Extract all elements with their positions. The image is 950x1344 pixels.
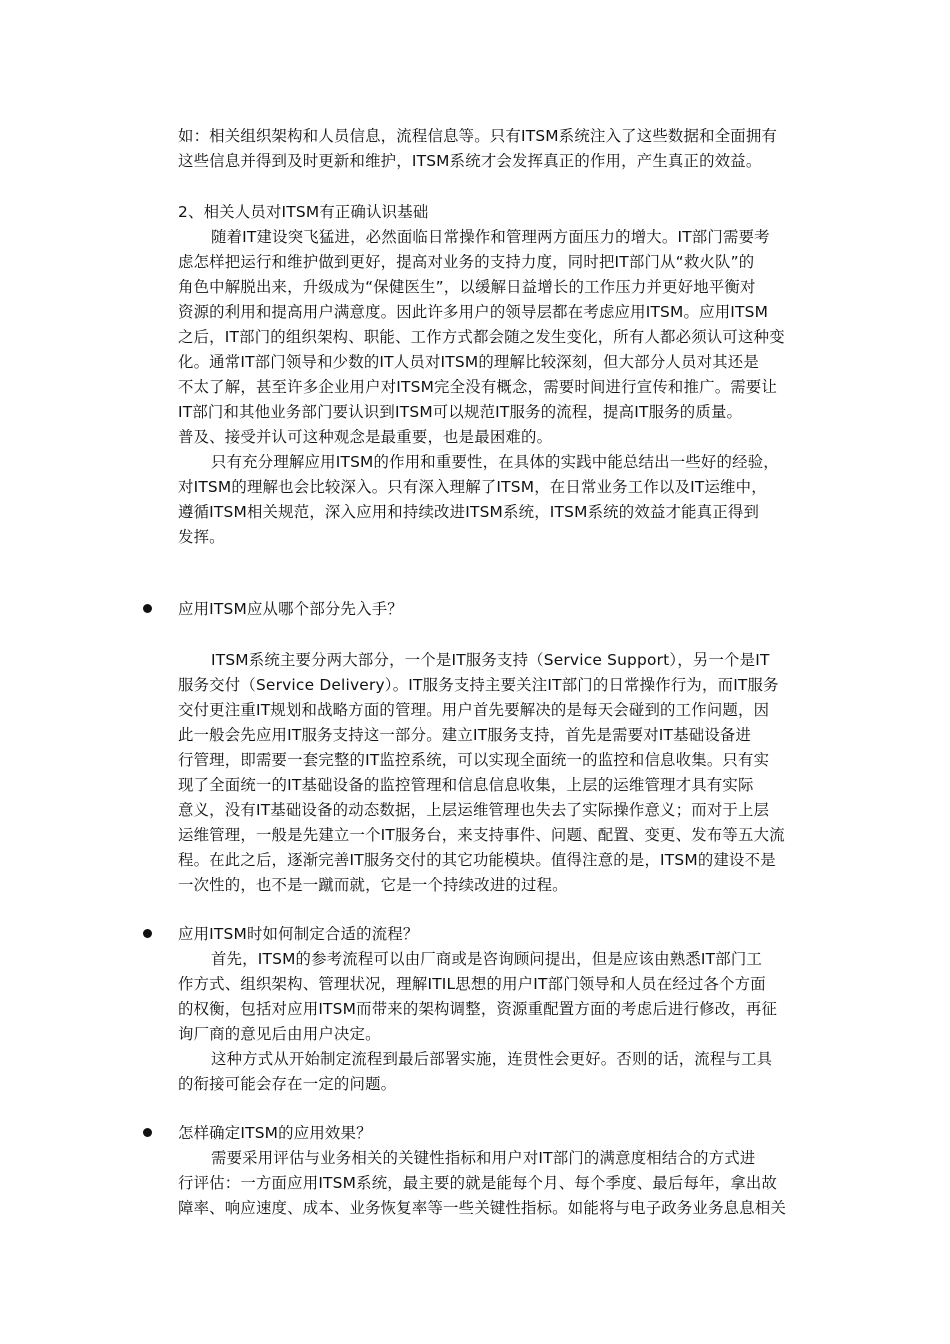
paragraph-line: ITSM系统主要分两大部分，一个是IT服务支持（Service Support），另一个是IT (211, 651, 770, 669)
paragraph-line: 如：相关组织架构和人员信息，流程信息等。只有ITSM系统注入了这些数据和全面拥有 (178, 127, 778, 145)
paragraph-line: 化。通常IT部门领导和少数的IT人员对ITSM的理解比较深刻，但大部分人员对其还是 (178, 353, 759, 371)
paragraph-line: 角色中解脱出来，升级成为“保健医生”，以缓解日益增长的工作压力并更好地平衡对 (178, 278, 756, 296)
paragraph-line: 此一般会先应用IT服务支持这一部分。建立IT服务支持，首先是需要对IT基础设备进 (178, 726, 752, 744)
bullet-heading: 应用ITSM应从哪个部分先入手？ (178, 600, 403, 618)
bullet-icon (143, 604, 152, 613)
paragraph-line: 障率、响应速度、成本、业务恢复率等一些关键性指标。如能将与电子政务业务息息相关 (178, 1199, 787, 1217)
paragraph-line: 随着IT建设突飞猛进，必然面临日常操作和管理两方面压力的增大。IT部门需要考 (211, 228, 770, 246)
paragraph-line: 不太了解，甚至许多企业用户对ITSM完全没有概念，需要时间进行宣传和推广。需要让 (178, 378, 778, 396)
paragraph-line: 现了全面统一的IT基础设备的监控管理和信息信息收集，上层的运维管理才具有实际 (178, 776, 754, 794)
paragraph-line: 询厂商的意见后由用户决定。 (178, 1025, 381, 1043)
paragraph-line: 对ITSM的理解也会比较深入。只有深入理解了ITSM，在日常业务工作以及IT运维中， (178, 478, 767, 496)
paragraph-line: 发挥。 (178, 528, 225, 546)
paragraph-line: 遵循ITSM相关规范，深入应用和持续改进ITSM系统，ITSM系统的效益才能真正得到 (178, 503, 760, 521)
paragraph-line: 只有充分理解应用ITSM的作用和重要性，在具体的实践中能总结出一些好的经验， (211, 453, 779, 471)
paragraph-line: 行管理，即需要一套完整的IT监控系统，可以实现全面统一的监控和信息收集。只有实 (178, 751, 770, 769)
paragraph-line: 程。在此之后，逐渐完善IT服务交付的其它功能模块。值得注意的是，ITSM的建设不是 (178, 851, 776, 869)
paragraph-line: 虑怎样把运行和维护做到更好，提高对业务的支持力度，同时把IT部门从“救火队”的 (178, 253, 755, 271)
paragraph-line: 一次性的，也不是一蹴而就，它是一个持续改进的过程。 (178, 876, 568, 894)
paragraph-line: 的衔接可能会存在一定的问题。 (178, 1075, 397, 1093)
paragraph-line: 服务交付（Service Delivery）。IT服务支持主要关注IT部门的日常操作行为，而IT服务 (178, 676, 779, 694)
paragraph-line: 首先，ITSM的参考流程可以由厂商或是咨询顾问提出，但是应该由熟悉IT部门工 (211, 950, 763, 968)
bullet-icon (143, 1128, 152, 1137)
paragraph-line: 这些信息并得到及时更新和维护，ITSM系统才会发挥真正的作用，产生真正的效益。 (178, 152, 762, 170)
paragraph-line: 交付更注重IT规划和战略方面的管理。用户首先要解决的是每天会碰到的工作问题，因 (178, 701, 770, 719)
paragraph-line: 行评估：一方面应用ITSM系统，最主要的就是能每个月、每个季度、最后每年，拿出故 (178, 1174, 778, 1192)
paragraph-line: 普及、接受并认可这种观念是最重要，也是最困难的。 (178, 428, 553, 446)
paragraph-line: 这种方式从开始制定流程到最后部署实施，连贯性会更好。否则的话，流程与工具 (211, 1050, 773, 1068)
paragraph-line: 意义，没有IT基础设备的动态数据，上层运维管理也失去了实际操作意义；而对于上层 (178, 801, 770, 819)
bullet-heading: 应用ITSM时如何制定合适的流程？ (178, 925, 419, 943)
paragraph-line: 资源的利用和提高用户满意度。因此许多用户的领导层都在考虑应用ITSM。应用ITSM (178, 303, 769, 321)
section-heading: 2、相关人员对ITSM有正确认识基础 (178, 203, 429, 221)
paragraph-line: IT部门和其他业务部门要认识到ITSM可以规范IT服务的流程，提高IT服务的质量。 (178, 403, 743, 421)
paragraph-line: 之后，IT部门的组织架构、职能、工作方式都会随之发生变化，所有人都必须认可这种变 (178, 328, 785, 346)
paragraph-line: 需要采用评估与业务相关的关键性指标和用户对IT部门的满意度相结合的方式进 (211, 1149, 756, 1167)
bullet-heading: 怎样确定ITSM的应用效果？ (178, 1124, 372, 1142)
paragraph-line: 作方式、组织架构、管理状况，理解ITIL思想的用户IT部门领导和人员在经过各个方面 (178, 975, 766, 993)
bullet-icon (143, 929, 152, 938)
paragraph-line: 运维管理，一般是先建立一个IT服务台，来支持事件、问题、配置、变更、发布等五大流 (178, 826, 785, 844)
paragraph-line: 的权衡，包括对应用ITSM而带来的架构调整，资源重配置方面的考虑后进行修改，再征 (178, 1000, 778, 1018)
